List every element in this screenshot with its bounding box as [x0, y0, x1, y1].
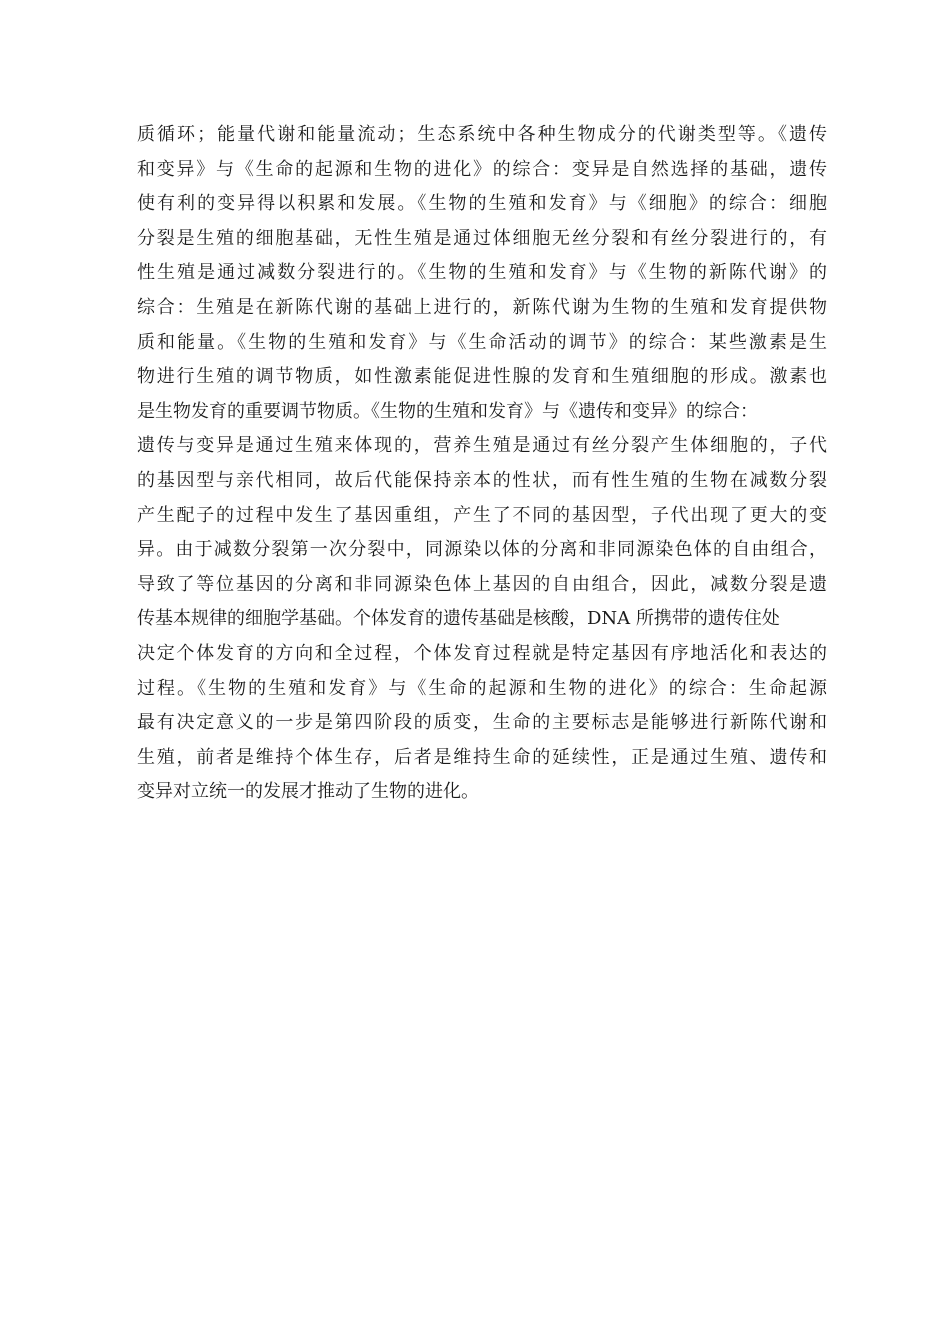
text-line: 遗传与变异是通过生殖来体现的，营养生殖是通过有丝分裂产生体细胞的，子代	[137, 435, 827, 457]
text-line: 产生配子的过程中发生了基因重组，产生了不同的基因型，子代出现了更大的变	[137, 504, 827, 526]
text-line: 分裂是生殖的细胞基础，无性生殖是通过体细胞无丝分裂和有丝分裂进行的，有	[137, 227, 827, 249]
text-line: 传基本规律的细胞学基础。个体发育的遗传基础是核酸，DNA 所携带的遗传住处	[137, 608, 780, 630]
text-line: 决定个体发育的方向和全过程，个体发育过程就是特定基因有序地活化和表达的	[137, 642, 827, 664]
text-line: 变异对立统一的发展才推动了生物的进化。	[137, 781, 479, 803]
text-line: 综合：生殖是在新陈代谢的基础上进行的，新陈代谢为生物的生殖和发育提供物	[137, 296, 827, 318]
text-line: 质循环；能量代谢和能量流动；生态系统中各种生物成分的代谢类型等。《遗传	[137, 124, 827, 145]
body-text	[137, 118, 827, 810]
text-line: 导致了等位基因的分离和非同源染色体上基因的自由组合，因此，减数分裂是遗	[137, 573, 827, 595]
text-line: 质和能量。《生物的生殖和发育》与《生命活动的调节》的综合：某些激素是生	[137, 331, 827, 353]
text-line: 的基因型与亲代相同，故后代能保持亲本的性状，而有性生殖的生物在减数分裂	[137, 469, 827, 491]
text-line: 过程。《生物的生殖和发育》与《生命的起源和生物的进化》的综合：生命起源	[137, 677, 827, 699]
text-line: 异。由于减数分裂第一次分裂中，同源染以体的分离和非同源染色体的自由组合，	[137, 539, 827, 561]
text-line: 最有决定意义的一步是第四阶段的质变，生命的主要标志是能够进行新陈代谢和	[137, 712, 827, 734]
text-line: 和变异》与《生命的起源和生物的进化》的综合：变异是自然选择的基础，遗传	[137, 158, 827, 180]
text-line: 是生物发育的重要调节物质。《生物的生殖和发育》与《遗传和变异》的综合：	[137, 400, 758, 422]
text-line: 物进行生殖的调节物质，如性激素能促进性腺的发育和生殖细胞的形成。激素也	[137, 366, 827, 388]
text-line: 性生殖是通过减数分裂进行的。《生物的生殖和发育》与《生物的新陈代谢》的	[137, 262, 827, 284]
text-line: 使有利的变异得以积累和发展。《生物的生殖和发育》与《细胞》的综合：细胞	[137, 193, 827, 215]
text-line: 生殖，前者是维持个体生存，后者是维持生命的延续性，正是通过生殖、遗传和	[137, 746, 827, 768]
